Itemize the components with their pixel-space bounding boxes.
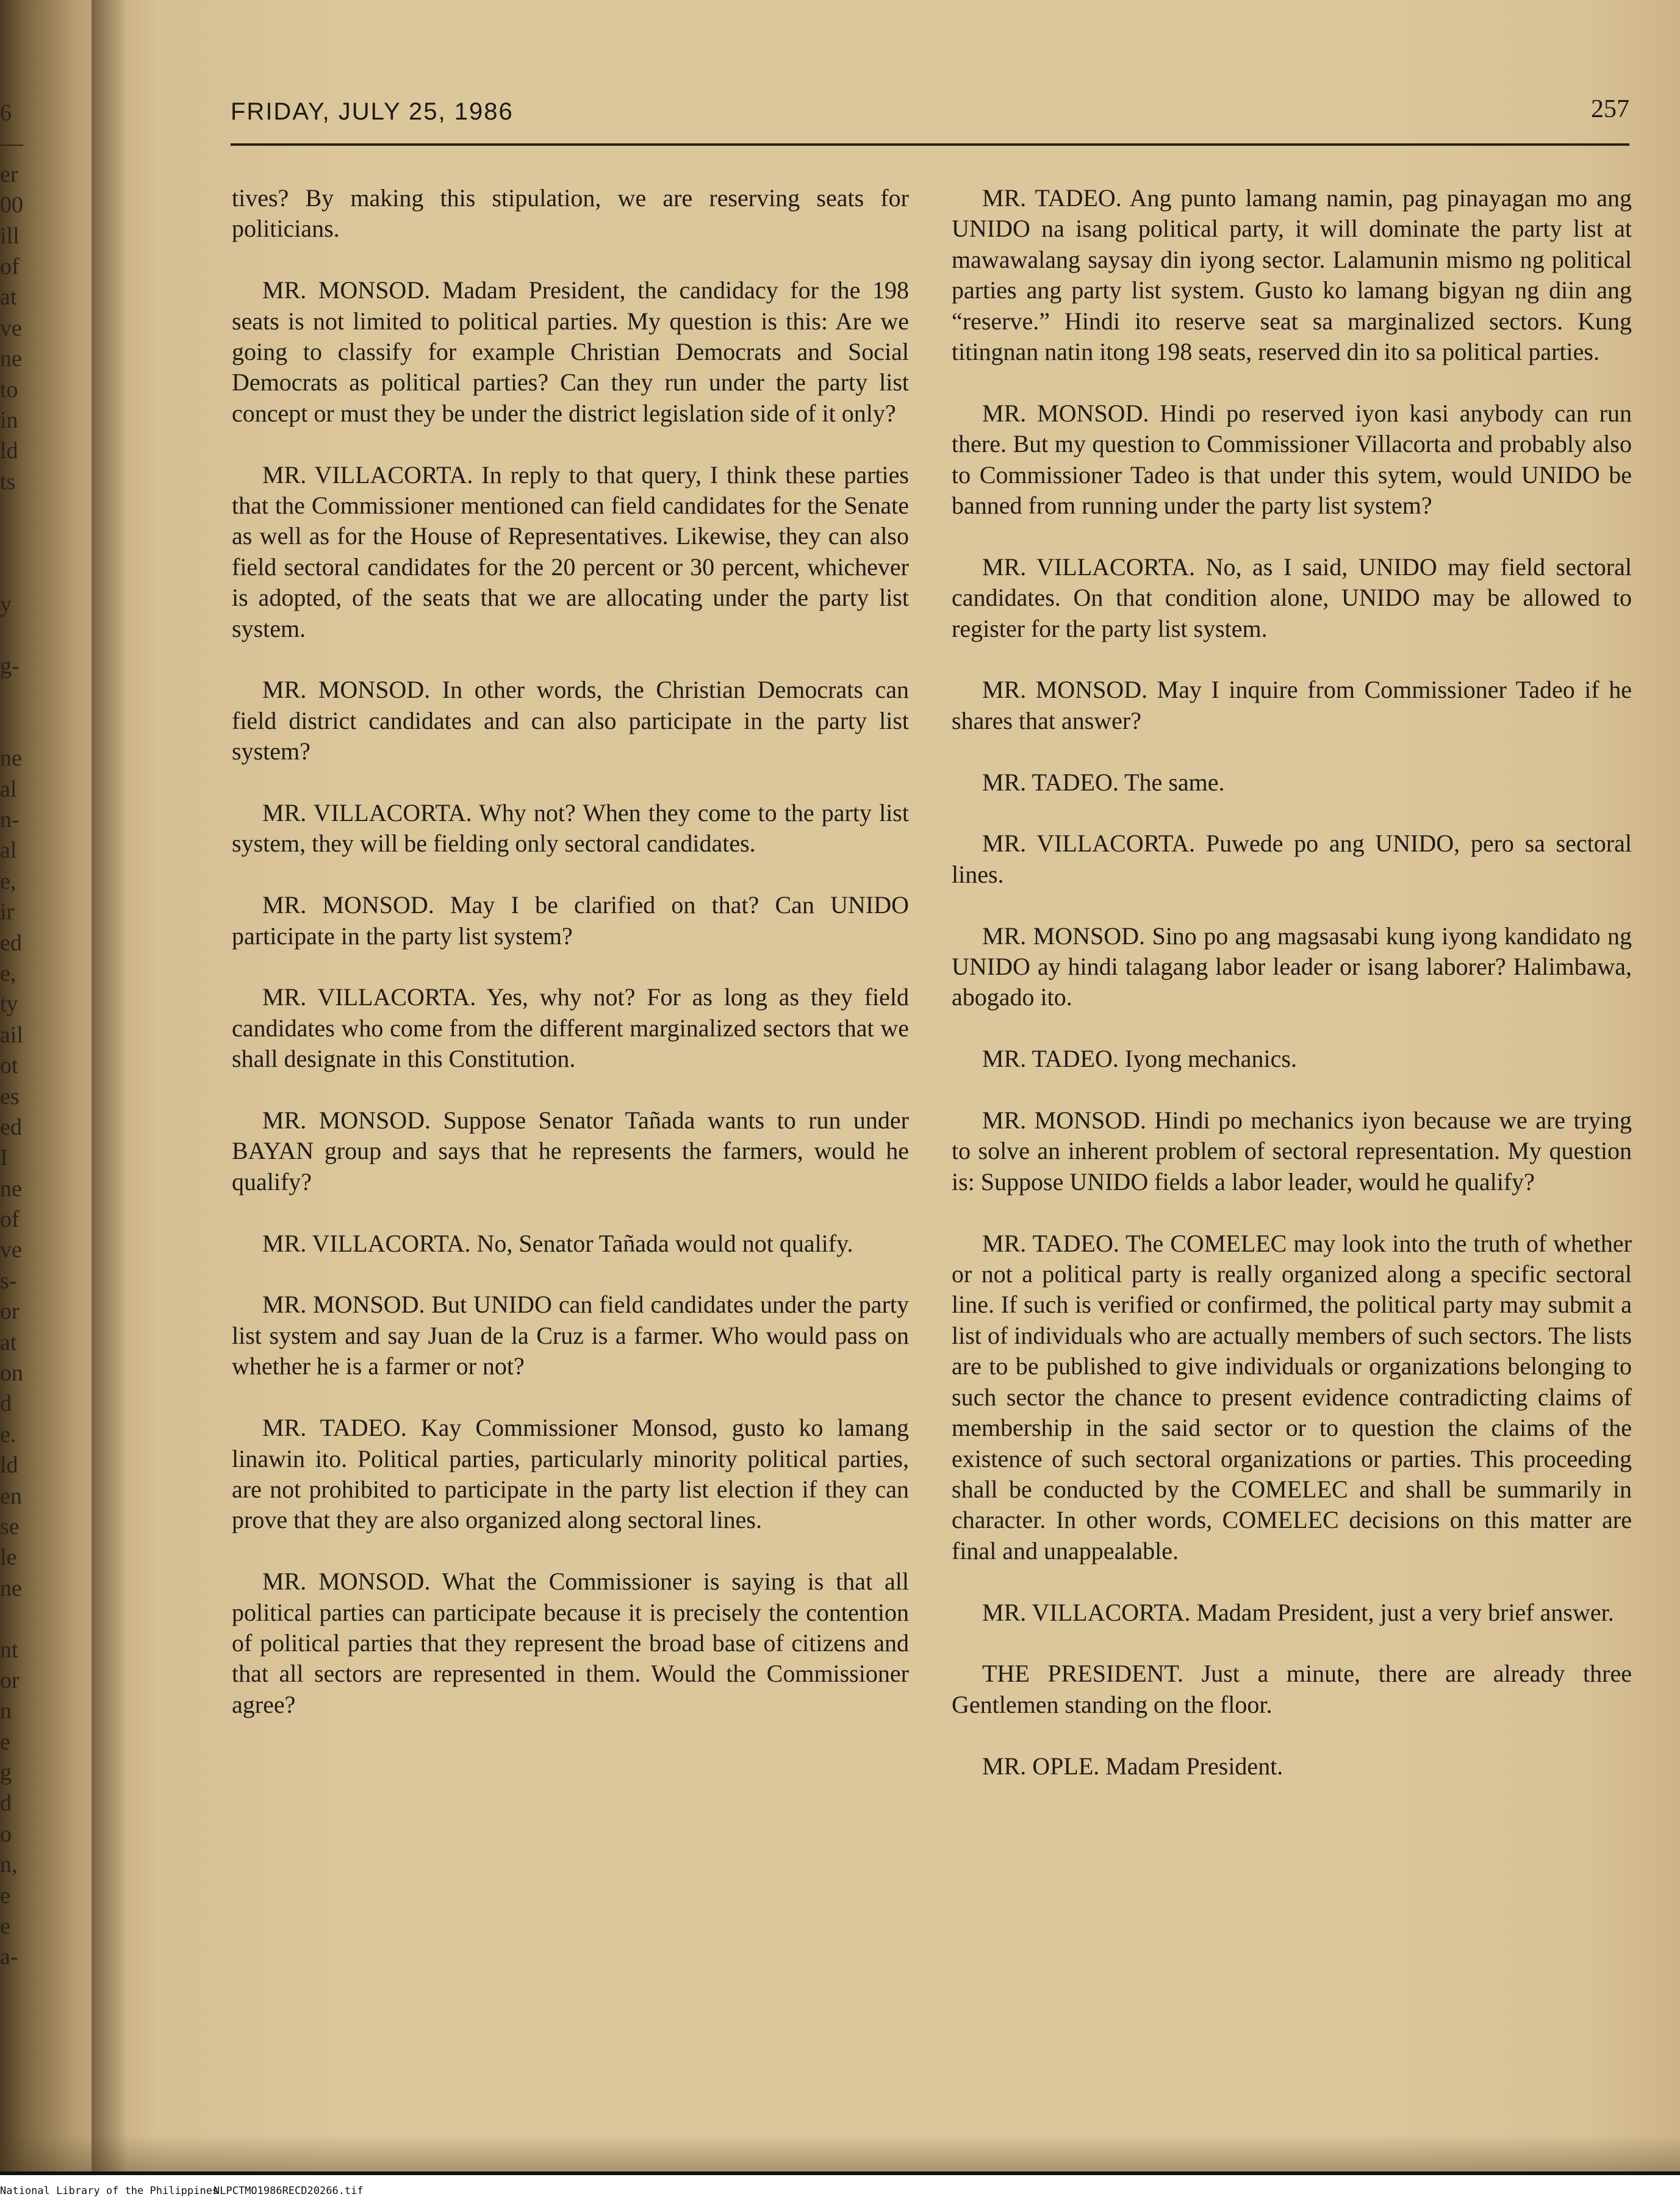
page-bottom-shadow: [0, 2135, 1680, 2171]
previous-page-fragment: d: [0, 1790, 12, 1816]
previous-page-fragment: [0, 712, 24, 743]
previous-page-fragment: ty: [0, 991, 18, 1017]
previous-page-edge: [0, 98, 24, 1973]
previous-page-fragment: n: [0, 1698, 12, 1724]
page-header: [231, 95, 1629, 146]
previous-page-fragment: al: [0, 837, 17, 864]
paragraph: MR. VILLACORTA. Why not? When they come to the party list system, they will be fielding only sectoral candidates.: [232, 799, 909, 858]
previous-page-fragment: —: [0, 131, 23, 157]
paragraph: MR. MONSOD. Hindi po reserved iyon kasi anybody can run there. But my question to Commissioner Villacorta and probably also to Commissioner Tadeo is that under this sytem, would UNIDO be banned from running under the party list system?: [952, 399, 1632, 520]
paragraph: MR. MONSOD. Sino po ang magsasabi kung iyong kandidato ng UNIDO ay hindi talagang labor leader or isang laborer? Halimbawa, abogado ito.: [952, 922, 1632, 1011]
paragraph: MR. MONSOD. May I be clarified on that? Can UNIDO participate in the party list system?: [232, 891, 909, 950]
previous-page-fragment: [0, 681, 24, 712]
paragraph: MR. OPLE. Madam President.: [982, 1752, 1283, 1780]
header-date: FRIDAY, JULY 25, 1986: [231, 98, 514, 125]
right-column: [952, 183, 1632, 1812]
paragraph: MR. MONSOD. Hindi po mechanics iyon because we are trying to solve an inherent problem of sectoral representation. My question is: Suppose UNIDO fields a labor leader, would he qualify?: [952, 1106, 1632, 1196]
paragraph: MR. TADEO. Iyong mechanics.: [982, 1045, 1297, 1073]
previous-page-fragment: nt: [0, 1637, 18, 1663]
paragraph: MR. MONSOD. What the Commissioner is saying is that all political parties can participate because it is precisely the contention of political parties that they represent the broad base of citizens and that all sectors are represented in them. Would the Commissioner agree?: [232, 1568, 909, 1718]
previous-page-fragment: on: [0, 1360, 23, 1386]
previous-page-fragment: I: [0, 1145, 8, 1171]
previous-page-fragment: ts: [0, 468, 16, 495]
previous-page-fragment: se: [0, 1513, 20, 1540]
previous-page-fragment: y: [0, 592, 12, 618]
previous-page-fragment: ne: [0, 745, 22, 772]
paragraph: MR. VILLACORTA. In reply to that query, I think these parties that the Commissioner mentioned can field candidates for the Senate as well as for the House of Representatives. Likewise, they can also field sectoral candidates for the 20 percent or 30 percent, whichever is adopted, of the seats that we are allocating under the party list system.: [232, 461, 909, 642]
previous-page-fragment: [0, 497, 24, 528]
previous-page-fragment: en: [0, 1483, 22, 1509]
paragraph: MR. TADEO. Ang punto lamang namin, pag pinayagan mo ang UNIDO na isang political party, it will dominate the party list at mawawalang saysay din iyong sector. Lalamunin mismo ng political parties ang party list system. Gusto ko lamang bigyan ng diin ang “reserve.” Hindi ito reserve seat sa marginalized sectors. Kung titingnan natin itong 198 seats, reserved din ito sa political parties.: [952, 184, 1632, 366]
previous-page-fragment: at: [0, 1329, 17, 1355]
previous-page-fragment: ed: [0, 930, 22, 956]
previous-page-fragment: ail: [0, 1022, 23, 1048]
previous-page-fragment: ed: [0, 1114, 22, 1140]
paragraph: MR. MONSOD. Suppose Senator Tañada wants to run under BAYAN group and says that he represents the farmers, would he qualify?: [232, 1106, 909, 1196]
scan-footer: [0, 2171, 1680, 2205]
previous-page-fragment: ne: [0, 346, 22, 372]
previous-page-fragment: g: [0, 1760, 12, 1786]
previous-page-fragment: ld: [0, 438, 18, 464]
previous-page-fragment: [0, 559, 24, 589]
paragraph: MR. TADEO. Kay Commissioner Monsod, gusto ko lamang linawin ito. Political parties, particularly minority political parties, are not prohibited to participate in the party list election if they can prove that they are also organized along sectoral lines.: [232, 1414, 909, 1534]
paragraph: MR. TADEO. The COMELEC may look into the truth of whether or not a political party is really organized along a specific sectoral line. If such is verified or confirmed, the political party may submit a list of individuals who are actually members of such sectors. The lists are to be published to give individuals or organizations belonging to such sector the chance to present evidence contradicting claims of membership in the said sector or to question the claims of the existence of such sectoral organizations or parties. This proceeding shall be conducted by the COMELEC and shall be summarily in character. In other words, COMELEC decisions on this matter are final and unappealable.: [952, 1229, 1632, 1565]
paragraph: MR. TADEO. The same.: [982, 768, 1225, 796]
paragraph: MR. MONSOD. In other words, the Christian Democrats can field district candidates and can also participate in the party list system?: [232, 676, 909, 765]
previous-page-fragment: 00: [0, 192, 23, 218]
page-number: 257: [1591, 95, 1629, 123]
paragraph: MR. MONSOD. But UNIDO can field candidates under the party list system and say Juan de la Cruz is a farmer. Who would pass on whether he is a farmer or not?: [232, 1291, 909, 1380]
paragraph: MR. VILLACORTA. Puwede po ang UNIDO, pero sa sectoral lines.: [952, 830, 1632, 888]
previous-page-fragment: ill: [0, 223, 20, 249]
previous-page-fragment: [0, 620, 24, 651]
previous-page-fragment: or: [0, 1299, 20, 1325]
paragraph: MR. VILLACORTA. No, Senator Tañada would not qualify.: [262, 1229, 853, 1257]
previous-page-fragment: ve: [0, 1237, 22, 1263]
paragraph: MR. VILLACORTA. Madam President, just a very brief answer.: [982, 1598, 1614, 1626]
previous-page-fragment: a-: [0, 1944, 18, 1970]
previous-page-fragment: al: [0, 776, 17, 802]
previous-page-fragment: to: [0, 376, 18, 403]
previous-page-fragment: ot: [0, 1053, 18, 1079]
paragraph: THE PRESIDENT. Just a minute, there are already three Gentlemen standing on the floor.: [952, 1660, 1632, 1718]
footer-library: National Library of the Philippines: [0, 2185, 219, 2197]
previous-page-fragment: e: [0, 1729, 10, 1755]
previous-page-fragment: o: [0, 1821, 12, 1847]
paragraph: MR. MONSOD. Madam President, the candidacy for the 198 seats is not limited to political parties. My question is this: Are we going to classify for example Christian Democrats and Social Democrats as political parties? Can they run under the party list concept or must they be under the district legislation side of it only?: [232, 276, 909, 427]
previous-page-fragment: le: [0, 1544, 17, 1571]
previous-page-fragment: n-: [0, 806, 20, 833]
previous-page-fragment: at: [0, 284, 17, 310]
footer-rule: [0, 2171, 1680, 2175]
paragraph: MR. VILLACORTA. Yes, why not? For as long as they field candidates who come from the different marginalized sectors that we shall designate in this Constitution.: [232, 983, 909, 1073]
previous-page-fragment: [0, 528, 24, 558]
previous-page-fragment: e,: [0, 868, 16, 894]
previous-page-fragment: ld: [0, 1452, 18, 1479]
previous-page-fragment: ve: [0, 315, 22, 341]
left-column: [232, 183, 909, 1751]
previous-page-fragment: er: [0, 161, 18, 187]
previous-page-fragment: g-: [0, 653, 20, 679]
paragraph: MR. VILLACORTA. No, as I said, UNIDO may field sectoral candidates. On that condition alone, UNIDO may be allowed to register for the party list system.: [952, 553, 1632, 642]
previous-page-fragment: e: [0, 1913, 10, 1940]
previous-page-fragment: d: [0, 1391, 12, 1417]
previous-page-fragment: ir: [0, 899, 15, 925]
previous-page-fragment: of: [0, 253, 20, 279]
previous-page-fragment: of: [0, 1206, 20, 1233]
paragraph: tives? By making this stipulation, we are reserving seats for politicians.: [232, 184, 909, 243]
previous-page-fragment: ne: [0, 1575, 22, 1601]
previous-page-fragment: e,: [0, 960, 16, 986]
previous-page-fragment: s-: [0, 1267, 17, 1294]
previous-page-fragment: 6: [0, 100, 12, 126]
binding-gutter: [92, 0, 128, 2171]
previous-page-fragment: ne: [0, 1175, 22, 1202]
previous-page-fragment: e.: [0, 1421, 16, 1447]
previous-page-fragment: es: [0, 1083, 20, 1110]
paragraph: MR. MONSOD. May I inquire from Commissioner Tadeo if he shares that answer?: [952, 676, 1632, 734]
previous-page-fragment: n,: [0, 1852, 18, 1878]
previous-page-fragment: or: [0, 1667, 20, 1693]
previous-page-fragment: e: [0, 1882, 10, 1909]
footer-file: NLPCTMO1986RECD20266.tif: [214, 2185, 364, 2197]
previous-page-fragment: [0, 1604, 24, 1634]
previous-page-fragment: in: [0, 407, 18, 433]
